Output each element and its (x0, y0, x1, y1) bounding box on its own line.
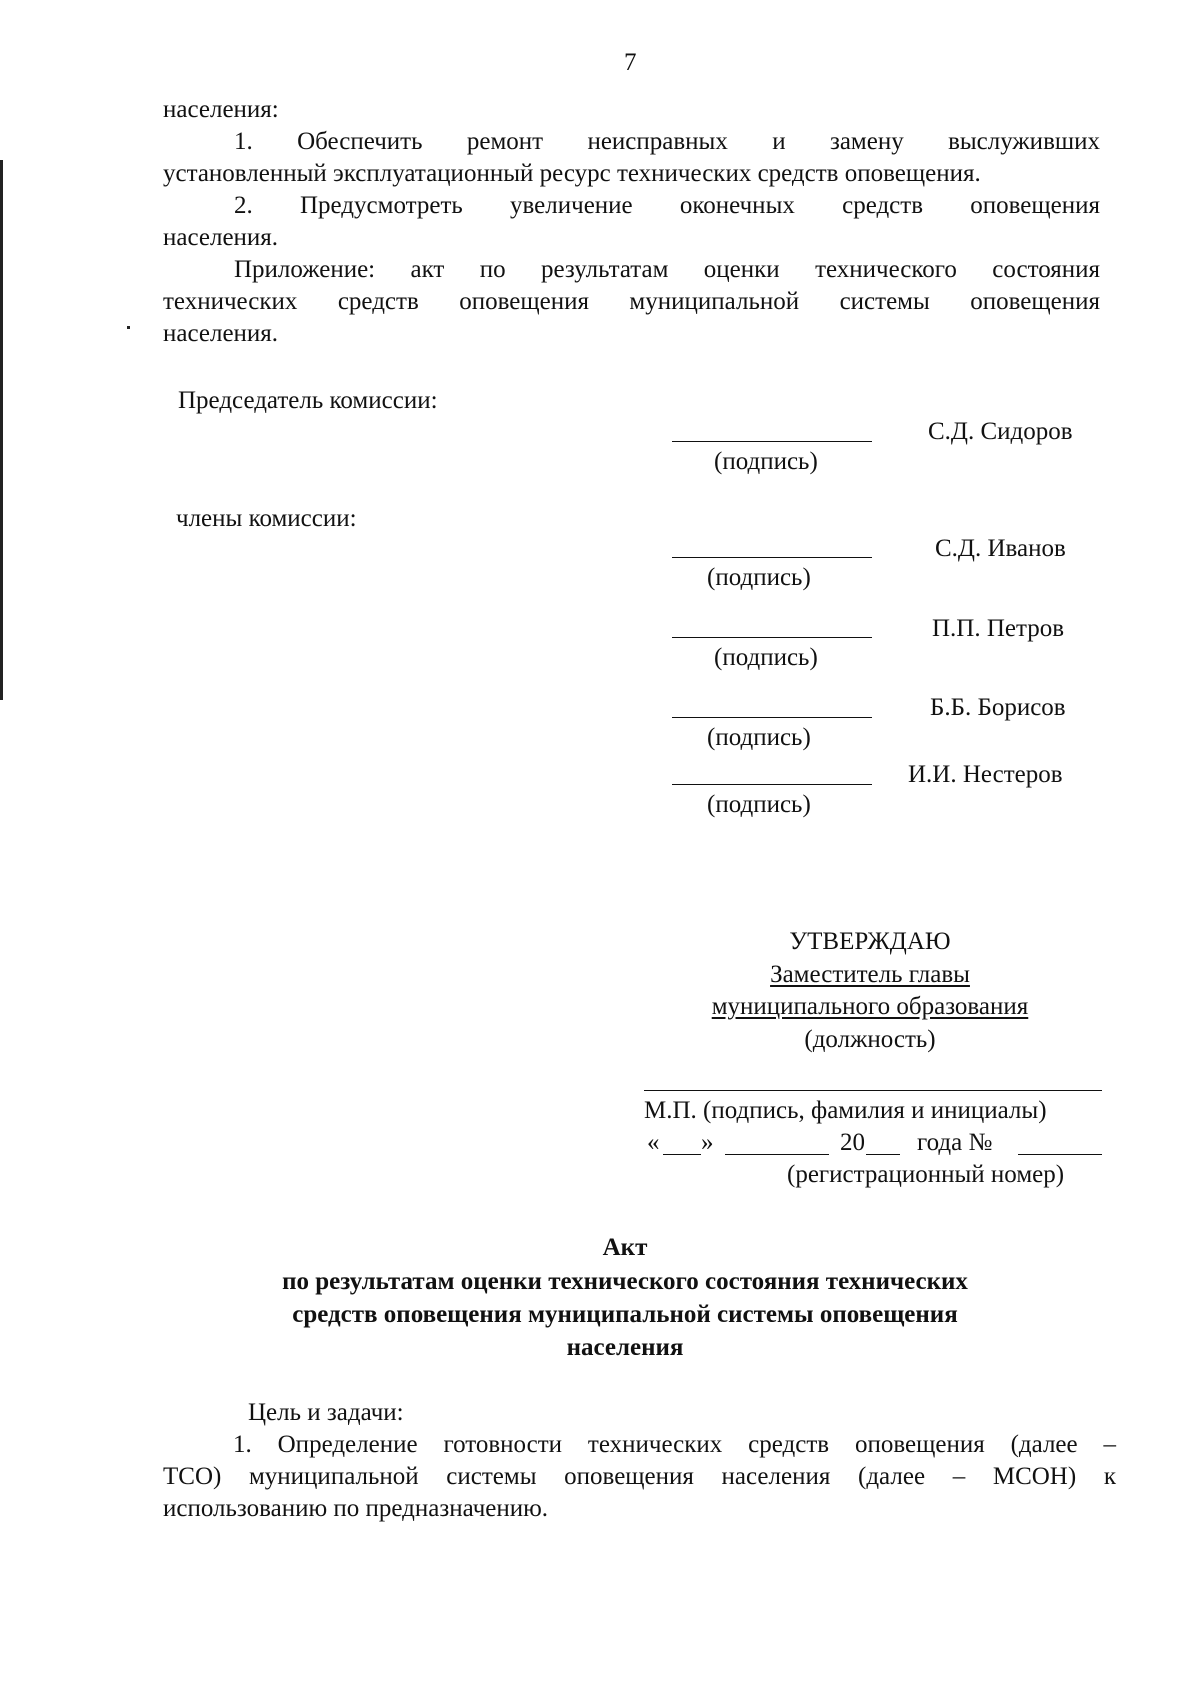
continuation-text: населения: (163, 96, 279, 123)
date-day-blank (663, 1154, 701, 1155)
goals-label: Цель и задачи: (248, 1399, 404, 1426)
approval-position-line2: муниципального образования (711, 993, 1029, 1020)
act-subtitle-line3: населения (566, 1334, 684, 1361)
signatory-name: С.Д. Сидоров (928, 418, 1073, 445)
signatory-name: Б.Б. Борисов (930, 694, 1066, 721)
page-number: 7 (624, 49, 637, 76)
members-label: члены комиссии: (176, 505, 357, 532)
signature-caption: (подпись) (707, 791, 811, 818)
signature-line (672, 441, 872, 442)
signature-line (672, 717, 872, 718)
registration-caption: (регистрационный номер) (787, 1161, 1065, 1188)
approval-signature-line (644, 1090, 1102, 1091)
signature-line (672, 637, 872, 638)
goal1-line3: использованию по предназначению. (163, 1495, 549, 1522)
act-subtitle-line2: средств оповещения муниципальной системы оповещения (292, 1301, 958, 1328)
signature-line (672, 784, 872, 785)
signature-caption: (подпись) (714, 448, 818, 475)
date-year-blank (866, 1154, 900, 1155)
item1-line2: установленный эксплуатационный ресурс технических средств оповещения. (163, 160, 981, 187)
goal1-line1: 1. Определение готовности технических средств оповещения (далее – (233, 1431, 1116, 1458)
chairman-label: Председатель комиссии: (178, 387, 438, 414)
scan-edge-mark (0, 160, 3, 700)
registration-number-blank (1018, 1154, 1102, 1155)
signatory-name: С.Д. Иванов (935, 535, 1066, 562)
signatory-name: П.П. Петров (932, 615, 1065, 642)
approval-heading: УТВЕРЖДАЮ (789, 928, 951, 955)
item1-line1: 1. Обеспечить ремонт неисправных и замену выслуживших (234, 128, 1100, 155)
date-year-prefix: 20 (840, 1129, 865, 1156)
appendix-line1: Приложение: акт по результатам оценки технического состояния (234, 256, 1100, 283)
approval-position-caption: (должность) (804, 1026, 936, 1053)
date-open-quote: « (647, 1129, 660, 1156)
stamp-caption: М.П. (подпись, фамилия и инициалы) (644, 1097, 1047, 1124)
date-close-quote: » (701, 1129, 714, 1156)
date-month-blank (725, 1154, 829, 1155)
approval-position-line1: Заместитель главы (770, 961, 970, 988)
appendix-line3: населения. (163, 320, 279, 347)
act-title: Акт (602, 1234, 648, 1261)
item2-line2: населения. (163, 224, 279, 251)
signature-caption: (подпись) (714, 644, 818, 671)
appendix-line2: технических средств оповещения муниципальной системы оповещения (163, 288, 1100, 315)
goal1-line2: ТСО) муниципальной системы оповещения населения (далее – МСОН) к (163, 1463, 1116, 1490)
item2-line1: 2. Предусмотреть увеличение оконечных средств оповещения (234, 192, 1100, 219)
signature-line (672, 557, 872, 558)
signature-caption: (подпись) (707, 724, 811, 751)
scan-dot-mark (127, 326, 130, 329)
act-subtitle-line1: по результатам оценки технического состояния технических (282, 1268, 968, 1295)
signatory-name: И.И. Нестеров (908, 761, 1063, 788)
date-year-suffix: года № (917, 1129, 993, 1156)
signature-caption: (подпись) (707, 564, 811, 591)
